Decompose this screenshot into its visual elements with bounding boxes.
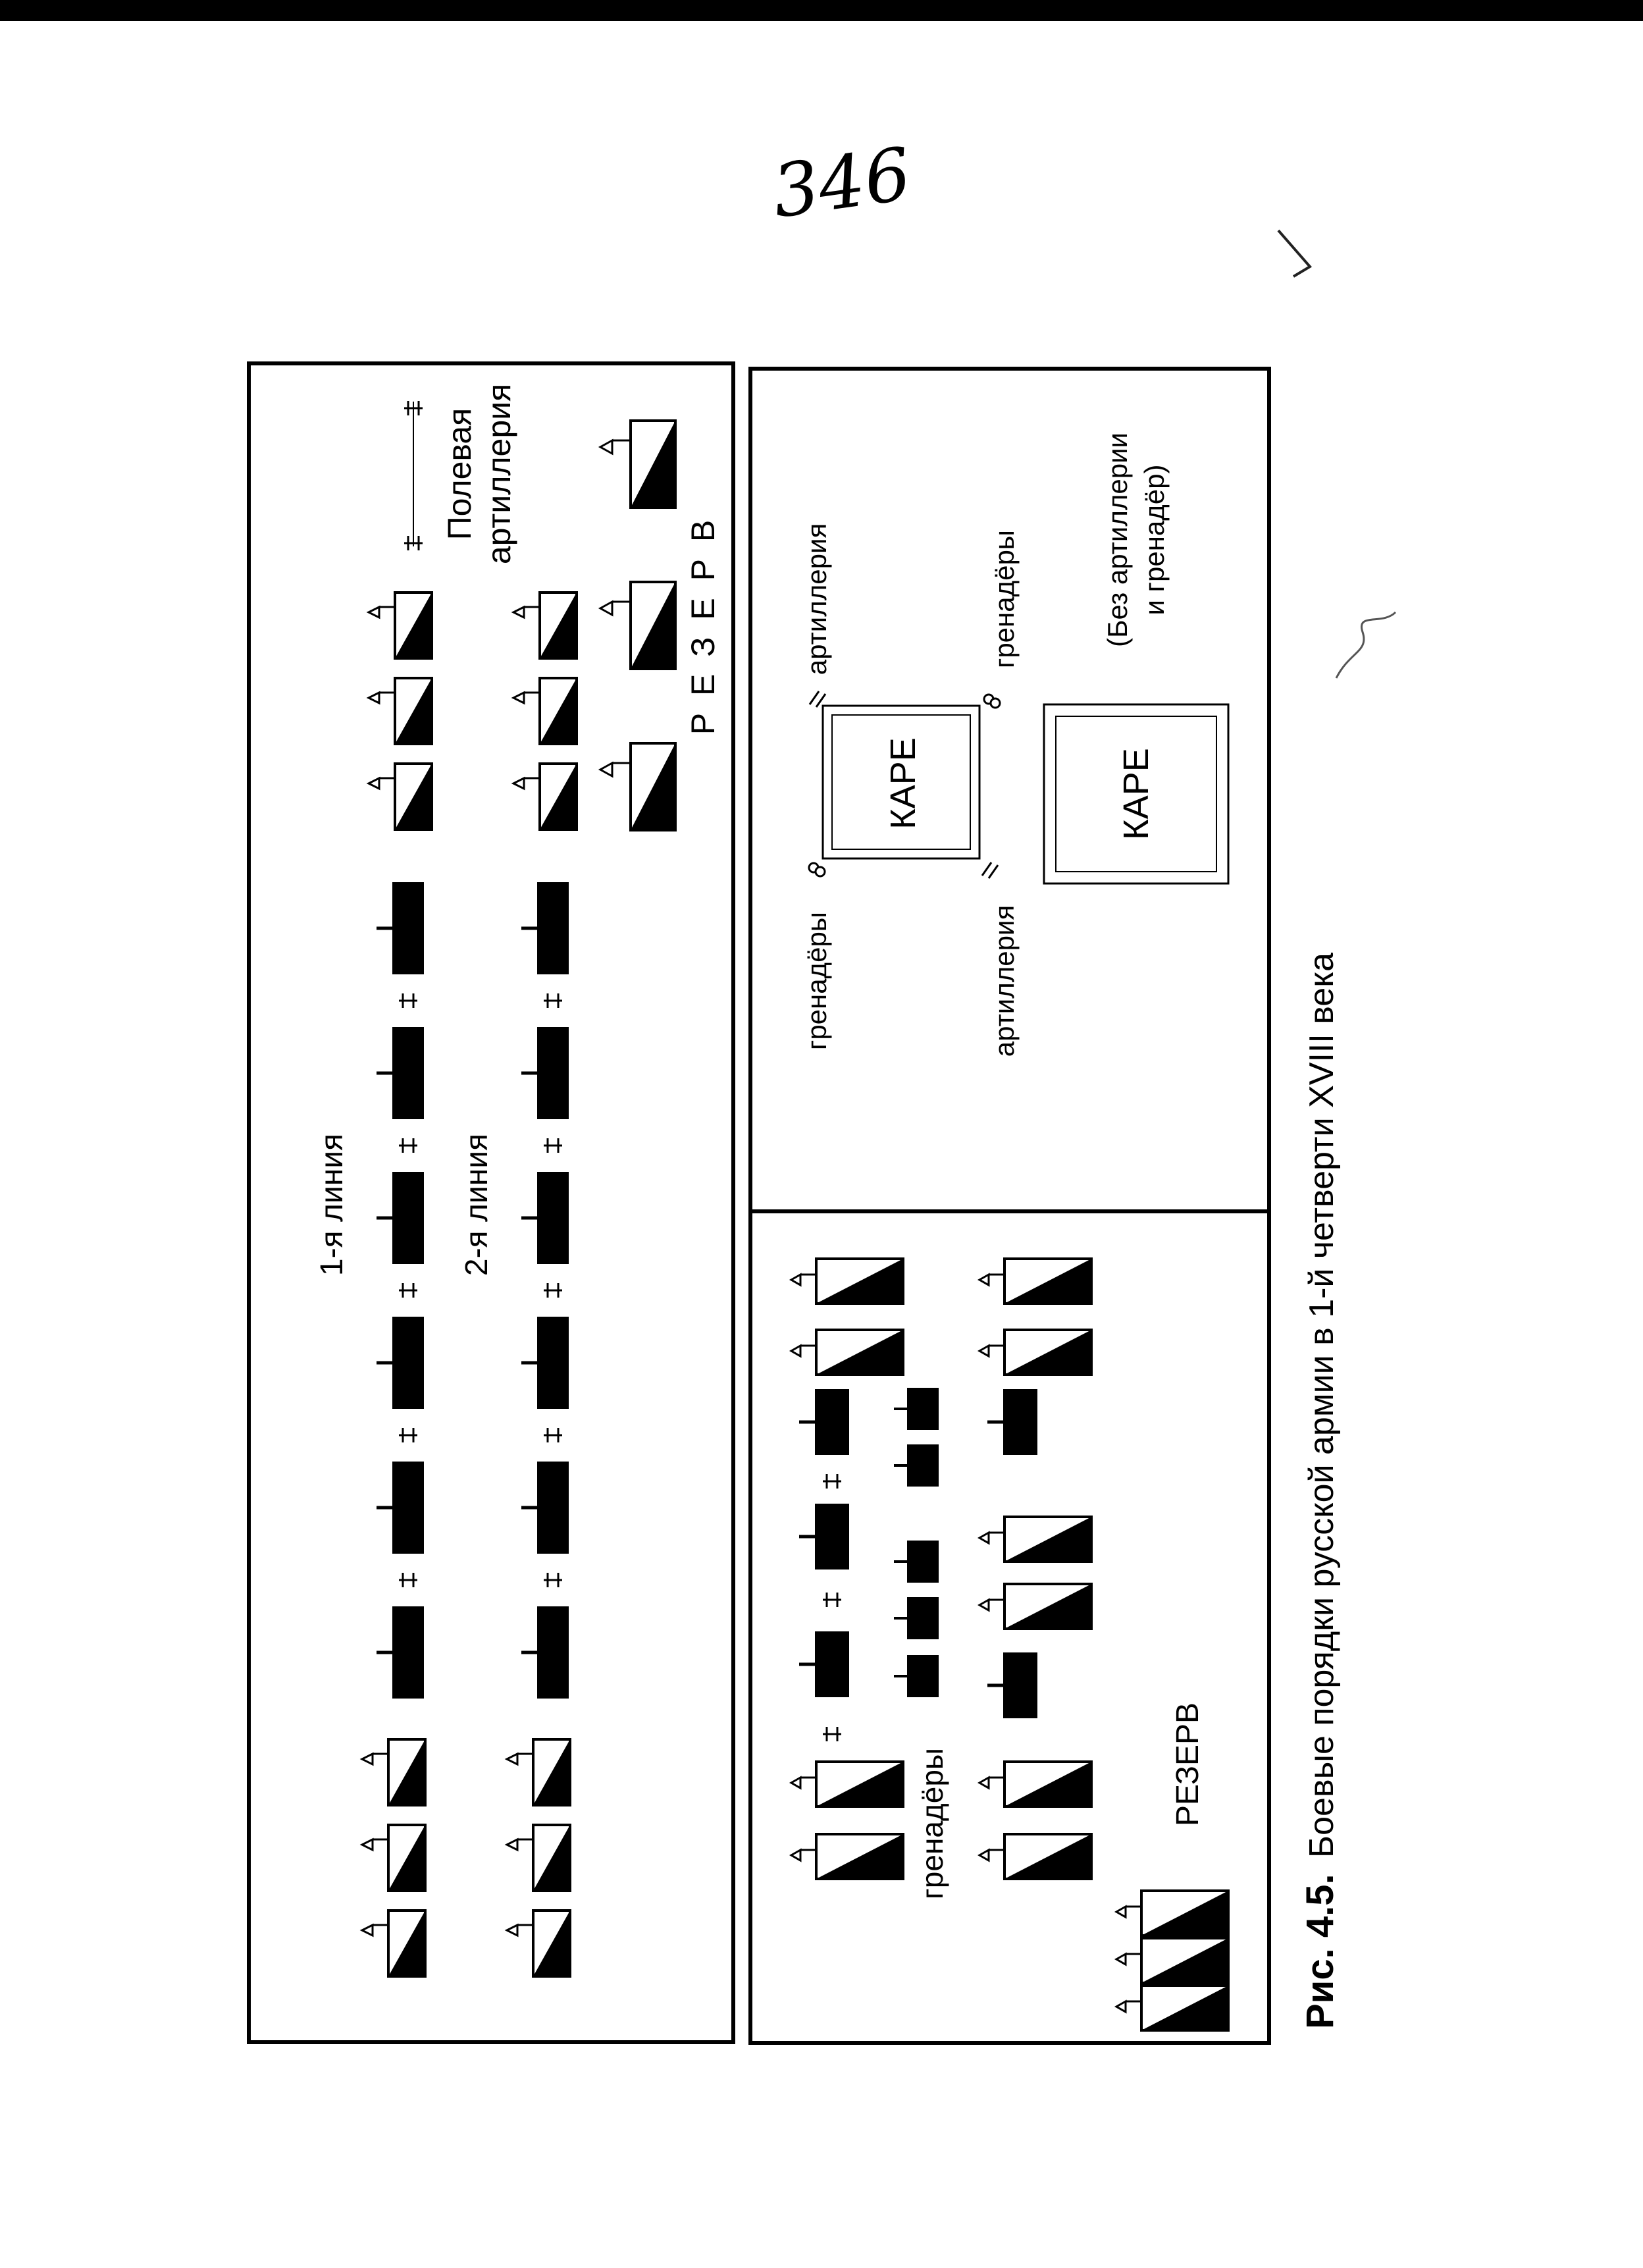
figure-caption <box>1299 953 1342 2029</box>
no-artillery-note: (Без артиллерии <box>1102 432 1133 648</box>
gun <box>823 1474 841 1489</box>
square-label-2: КАРЕ <box>1116 748 1156 840</box>
grenadiers-label-right: гренадёры <box>989 530 1020 668</box>
grenadier-block <box>894 1444 939 1487</box>
battalion-line1 <box>377 1172 424 1264</box>
gun <box>823 1727 841 1741</box>
cavalry-squadron <box>791 1762 903 1806</box>
cavalry-squadron <box>362 1911 425 1976</box>
cavalry-squadron <box>507 1911 570 1976</box>
battalion-line2 <box>521 1317 569 1409</box>
gun-line1 <box>399 993 417 1008</box>
artillery-label-bottom: артиллерия <box>989 905 1020 1057</box>
line2-label: 2-я линия <box>459 1133 494 1277</box>
cavalry-squadron <box>362 1825 425 1891</box>
artillery-label-top: артиллерия <box>801 523 832 675</box>
grenadier-block <box>894 1597 939 1639</box>
gun-line2 <box>544 993 562 1008</box>
reserve-cavalry-squadron <box>600 582 675 669</box>
reserve-cavalry-squadron <box>600 743 675 830</box>
cavalry-squadron <box>791 1834 903 1879</box>
cavalry-squadron <box>369 678 432 744</box>
gun-line2 <box>544 1283 562 1298</box>
pencil-mark <box>1278 230 1310 277</box>
battalion-line2 <box>521 1606 569 1699</box>
cavalry-squadron <box>362 1739 425 1805</box>
cavalry-squadron <box>507 1825 570 1891</box>
gun-line2 <box>544 1138 562 1153</box>
cavalry-squadron <box>979 1584 1091 1629</box>
gun-line1 <box>399 1428 417 1442</box>
battalion-line1 <box>377 1462 424 1554</box>
cavalry-squadron <box>507 1739 570 1805</box>
scan-top-edge <box>0 0 1643 21</box>
battalion-line1 <box>377 1606 424 1699</box>
cavalry-squadron <box>979 1517 1091 1562</box>
square-label-1: КАРЕ <box>883 737 923 830</box>
gun-line2 <box>544 1573 562 1587</box>
gun-line2 <box>544 1428 562 1442</box>
reserve-label-bottom-left: РЕЗЕРВ <box>1170 1702 1205 1827</box>
battalion-line2 <box>521 1172 569 1264</box>
cavalry-squadron <box>513 593 577 658</box>
reserve-cavalry-squadron <box>600 421 675 508</box>
grenadier-block <box>894 1388 939 1430</box>
cavalry-squadron <box>513 764 577 830</box>
gun-line1 <box>399 1138 417 1153</box>
no-artillery-note: и гренадёр) <box>1139 464 1170 616</box>
grenadiers-label-bottom-left: гренадёры <box>915 1748 949 1899</box>
grenadier-block <box>894 1541 939 1583</box>
reserve-cavalry-squadron <box>1116 1891 1228 1936</box>
battalion <box>799 1631 849 1697</box>
field-artillery-line <box>404 401 423 550</box>
battalion <box>799 1504 849 1569</box>
gun <box>823 1593 841 1607</box>
cavalry-squadron <box>791 1330 903 1375</box>
gun-line1 <box>399 1283 417 1298</box>
cavalry-squadron <box>369 764 432 830</box>
reserve-label-top: Р Е З Е Р В <box>685 515 721 735</box>
field-artillery-label: артиллерия <box>481 383 517 565</box>
battalion-line2 <box>521 1027 569 1119</box>
pencil-squiggle <box>1336 612 1395 678</box>
battalion <box>799 1389 849 1455</box>
gun-line1 <box>399 1573 417 1587</box>
cavalry-squadron <box>513 678 577 744</box>
battalion-line1 <box>377 1027 424 1119</box>
battalion-line1 <box>377 1317 424 1409</box>
line1-label: 1-я линия <box>315 1133 350 1277</box>
caption-label: Рис. 4.5. <box>1299 1874 1342 2029</box>
battalion <box>987 1652 1037 1718</box>
battalion-line1 <box>377 882 424 974</box>
grenadiers-label-left: гренадёры <box>801 912 832 1050</box>
cavalry-squadron <box>979 1834 1091 1879</box>
cavalry-squadron <box>369 593 432 658</box>
battalion <box>987 1389 1037 1455</box>
cavalry-squadron <box>979 1762 1091 1806</box>
battalion-line2 <box>521 1462 569 1554</box>
cavalry-squadron <box>979 1330 1091 1375</box>
caption-text: Боевые порядки русской армии в 1-й четверти XVIII века <box>1303 952 1341 1858</box>
reserve-cavalry-squadron <box>1116 1986 1228 2030</box>
field-artillery-label: Полевая <box>441 408 478 541</box>
cavalry-squadron <box>791 1259 903 1304</box>
handwritten-page-number: 346 <box>767 131 916 234</box>
reserve-cavalry-squadron <box>1116 1938 1228 1983</box>
cavalry-squadron <box>979 1259 1091 1304</box>
battalion-line2 <box>521 882 569 974</box>
grenadier-block <box>894 1655 939 1697</box>
